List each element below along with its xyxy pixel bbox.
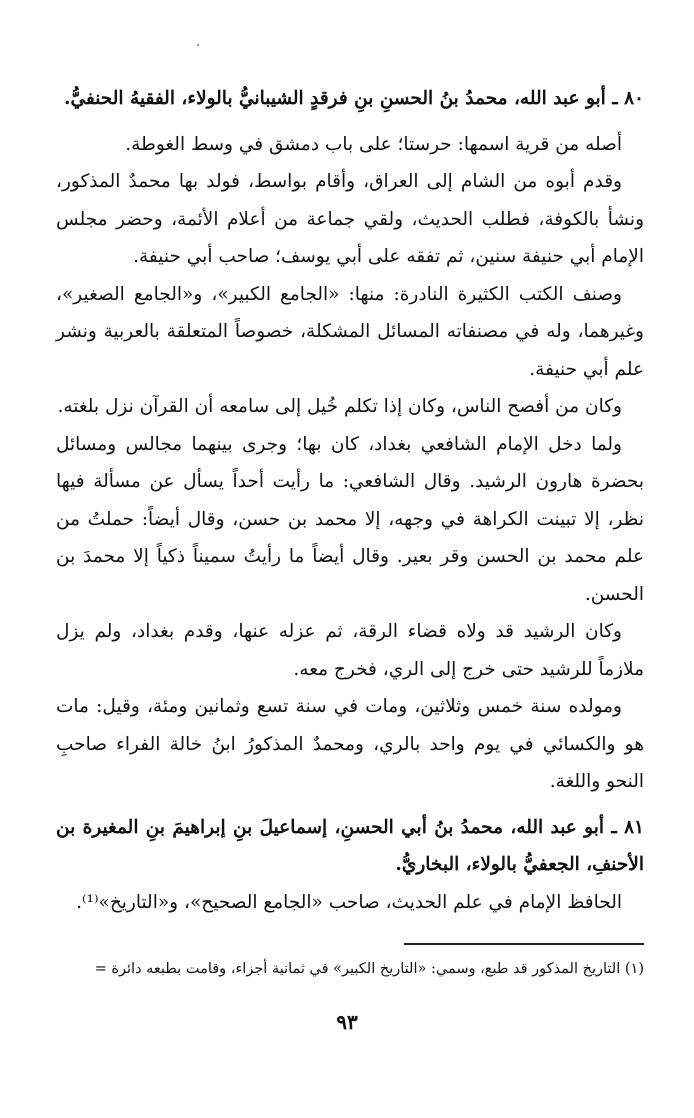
entry-81-heading: ٨١ ـ أبو عبد الله، محمدُ بنُ أبي الحسنِ، إسماعيلَ بنِ إبراهيمَ بنِ المغيرة بن الأحنفِ، الجعفيُّ بالولاء، البخاريُّ.	[56, 816, 644, 875]
print-speck	[197, 44, 199, 46]
footnote: (١) التاريخ المذكور قد طبع، وسمي: «التاريخ الكبير» في ثمانية أجزاء، وقامت بطبعه دائرة =	[94, 961, 644, 977]
main-text	[56, 80, 644, 921]
footnote-separator	[404, 943, 644, 945]
entry-81-description: الحافظ الإمام في علم الحديث، صاحب «الجامع الصحيح»، و«التاريخ»⁽¹⁾.	[76, 891, 622, 913]
entry-80-eloquence: وكان من أفصح الناس، وكان إذا تكلم خُيل إلى سامعه أن القرآن نزل بلغته.	[57, 396, 622, 417]
entry-80-origin: أصله من قرية اسمها: حرستا؛ على باب دمشق في وسط الغوطة.	[125, 133, 622, 155]
entry-80-works: وصنف الكتب الكثيرة النادرة: منها: «الجامع الكبير»، و«الجامع الصغير»، وغيرهما، وله في مصنفاته المسائل المشكلة، خصوصاً المتعلقة بالعربية ونشر علم أبي حنيفة.	[56, 283, 644, 380]
page-number: ٩٣	[336, 1010, 358, 1034]
entry-80-shafii: ولما دخل الإمام الشافعي بغداد، كان بها؛ وجرى بينهما مجالس ومسائل بحضرة هارون الرشيد. وقال الشافعي: ما رأيت أحداً يسأل عن مسألة فيها نظر، إلا تبينت الكراهة في وجهه، إلا محمد بن حسن، وقال أيضاً: حملتُ من علم محمد بن الحسن وقر بعير. وقال أيضاً ما رأيتُ سميناً ذكياً إلا محمدَ بن الحسن.	[56, 433, 644, 605]
entry-80-judgeship: وكان الرشيد قد ولاه قضاء الرقة، ثم عزله عنها، وقدم بغداد، ولم يزل ملازماً للرشيد حتى خرج إلى الري، فخرج معه.	[56, 621, 644, 680]
entry-80-upbringing: وقدم أبوه من الشام إلى العراق، وأقام بواسط، فولد بها محمدٌ المذكور، ونشأ بالكوفة، فطلب الحديث، ولقي جماعة من أعلام الأئمة، وحضر مجلس الإمام أبي حنيفة سنين، ثم تفقه على أبي يوسف؛ صاحب أبي حنيفة.	[56, 171, 644, 267]
entry-80-heading: ٨٠ ـ أبو عبد الله، محمدُ بنُ الحسنِ بنِ فرقدٍ الشيبانيُّ بالولاء، الفقيهُ الحنفيُّ.	[64, 88, 644, 109]
entry-80-birth-death: ومولده سنة خمس وثلاثين، ومات في سنة تسع وثمانين ومئة، وقيل: مات هو والكسائي في يوم واحد بالري، ومحمدٌ المذكورُ ابنُ خالة الفراء صاحبِ النحو واللغة.	[56, 696, 644, 792]
